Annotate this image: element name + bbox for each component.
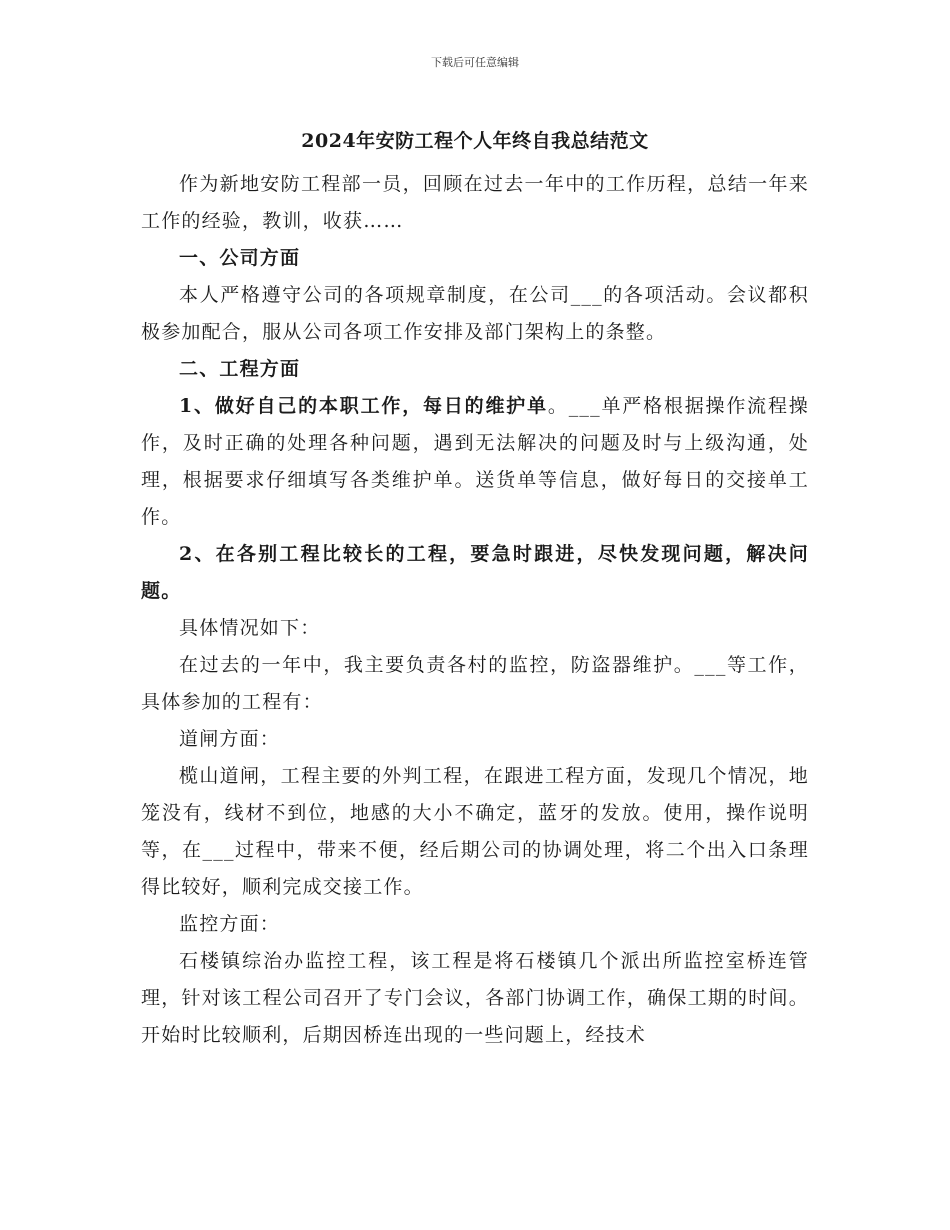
section-heading-company: 一、公司方面 <box>179 247 301 269</box>
subheading-barrier-gate: 道闸方面： <box>179 728 281 750</box>
section-heading-engineering: 二、工程方面 <box>179 358 301 380</box>
subheading-monitoring: 监控方面： <box>179 913 281 935</box>
paragraph-past-year: 在过去的一年中，我主要负责各村的监控，防盗器维护。___等工作，具体参加的工程有： <box>141 654 809 713</box>
paragraph-duty-rest: 。___单严格根据操作流程操作，及时正确的处理各种问题，遇到无法解决的问题及时与上级沟通，处理，根据要求仔细填写各类维护单。送货单等信息，做好每日的交接单工作。 <box>141 395 809 528</box>
paragraph-barrier-gate: 榄山道闸，工程主要的外判工程，在跟进工程方面，发现几个情况，地笼没有，线材不到位，地感的大小不确定，蓝牙的发放。使用，操作说明等，在___过程中，带来不便，经后期公司的协调处理，将二个出入口条理得比较好，顺利完成交接工作。 <box>141 765 809 898</box>
header-note: 下载后可任意编辑 <box>431 56 519 69</box>
paragraph-monitoring: 石楼镇综治办监控工程，该工程是将石楼镇几个派出所监控室桥连管理，针对该工程公司召开了专门会议，各部门协调工作，确保工期的时间。开始时比较顺利，后期因桥连出现的一些问题上，经技术 <box>141 950 809 1046</box>
paragraph-duty-lead: 1、做好自己的本职工作，每日的维护单 <box>179 395 548 417</box>
paragraph-followup: 2、在各别工程比较长的工程，要急时跟进，尽快发现问题，解决问题。 <box>141 543 809 602</box>
paragraph-intro: 作为新地安防工程部一员，回顾在过去一年中的工作历程，总结一年来工作的经验，教训，收获…… <box>141 173 809 232</box>
document-title: 2024年安防工程个人年终自我总结范文 <box>301 130 649 152</box>
paragraph-company: 本人严格遵守公司的各项规章制度，在公司___的各项活动。会议都积极参加配合，服从公司各项工作安排及部门架构上的条整。 <box>141 284 809 343</box>
document-body <box>141 166 809 1054</box>
paragraph-details-heading: 具体情况如下： <box>179 617 321 639</box>
paragraph-duty <box>141 388 809 536</box>
